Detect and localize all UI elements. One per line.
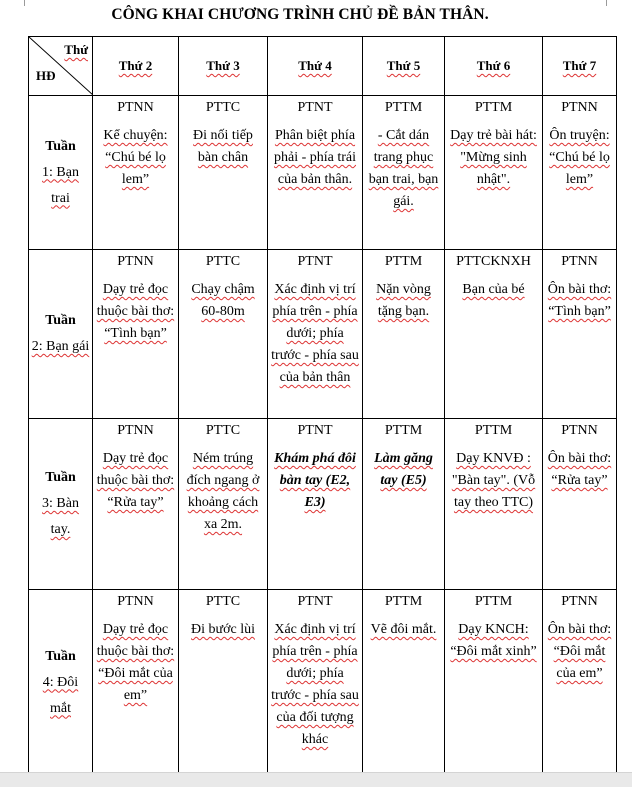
activity-text: Dạy KNCH: “Đôi mắt xinh” [450,622,537,659]
development-area: PTTC [205,100,241,115]
schedule-cell [93,419,179,590]
development-area: PTNN [117,423,154,438]
day-header: Thứ 6 [445,37,543,96]
page-title: CÔNG KHAI CHƯƠNG TRÌNH CHỦ ĐỀ BẢN THÂN. [111,6,489,23]
schedule-cell [543,590,617,776]
activity-text: Làm găng tay (E5) [374,451,433,488]
week-label: Tuần [45,313,76,328]
development-area: PTNN [561,100,598,115]
schedule-cell [268,96,363,250]
schedule-cell [445,419,543,590]
editor-status-bar [0,772,632,787]
header-row [29,37,617,96]
week-label: Tuần [45,138,76,154]
activity-text: - Cắt dán trang phục bạn trai, bạn gái. [368,128,439,209]
development-area: PTNN [561,594,598,609]
development-area: PTTM [474,423,513,438]
week-row [29,250,617,419]
schedule-cell [543,96,617,250]
schedule-cell [268,590,363,776]
activity-text: Ném trúng đích ngang ở khoảng cách xa 2m. [186,451,260,532]
week-row [29,96,617,250]
development-area: PTTM [474,100,513,115]
development-area: PTNT [297,423,333,438]
week-label-cell [29,590,93,776]
schedule-cell [363,419,445,590]
activity-text: Vẽ đôi mắt. [370,622,437,637]
schedule-cell [543,419,617,590]
development-area: PTNN [117,100,154,115]
schedule-cell [445,96,543,250]
activity-text: Phân biệt phía phải - phía trái của bản thân. [273,128,357,187]
development-area: PTTC [205,254,241,269]
development-area: PTNT [297,254,333,269]
schedule-cell [93,250,179,419]
development-area: PTNN [561,423,598,438]
schedule-cell [268,419,363,590]
activity-text: Ôn truyện: “Chú bé lọ lem” [549,128,610,187]
activity-text: Ôn bài thơ: “Rửa tay” [547,451,612,488]
schedule-cell [363,250,445,419]
week-label: Tuần [45,648,76,664]
week-label-cell [29,419,93,590]
schedule-cell [445,590,543,776]
week-topic: 3: Bàn tay. [42,496,79,537]
week-topic: 4: Đôi mắt [42,674,79,716]
week-topic: 1: Bạn trai [42,164,79,206]
activity-text: Bạn của bé [462,282,525,297]
activity-text: Dạy trẻ đọc thuộc bài thơ: “Tình bạn” [96,282,175,341]
development-area: PTNN [117,254,154,269]
margin-mark [606,0,607,6]
activity-text: Ôn bài thơ: “Tình bạn” [547,282,612,319]
schedule-table [28,36,617,776]
schedule-cell [179,96,268,250]
activity-text: Ôn bài thơ: “Đôi mắt của em” [547,622,612,681]
development-area: PTTM [384,100,423,115]
activity-text: Dạy KNVĐ : "Bàn tay". (Vỗ tay theo TTC) [451,451,536,510]
week-row [29,590,617,776]
development-area: PTTM [384,423,423,438]
week-topic: 2: Bạn gái [31,339,90,354]
schedule-cell [363,96,445,250]
schedule-cell [93,590,179,776]
corner-activity-label: HĐ [36,68,56,83]
activity-text: Đi bước lùi [191,622,255,637]
day-header: Thứ 2 [93,37,179,96]
development-area: PTTM [384,254,423,269]
development-area: PTTC [205,594,241,609]
development-area: PTTC [205,423,241,438]
corner-cell [29,37,93,96]
week-label: Tuần [45,470,76,485]
activity-text: Nặn vòng tặng bạn. [376,282,431,319]
schedule-cell [268,250,363,419]
schedule-cell [445,250,543,419]
activity-text: Xác định vị trí phía trên - phía dưới; phía trước - phía sau của đối tượng khác [271,622,359,747]
day-header: Thứ 5 [363,37,445,96]
development-area: PTNN [561,254,598,269]
development-area: PTTM [384,594,423,609]
activity-text: Khám phá đôi bàn tay (E2, E3) [274,451,356,510]
week-row [29,419,617,590]
development-area: PTNN [117,594,154,609]
day-header: Thứ 4 [268,37,363,96]
schedule-cell [179,419,268,590]
schedule-cell [363,590,445,776]
development-area: PTNT [297,100,333,115]
activity-text: Xác định vị trí phía trên - phía dưới; phía trước - phía sau của bản thân [271,282,359,385]
activity-text: Chạy chậm 60-80m [191,282,255,319]
schedule-cell [179,590,268,776]
activity-text: Dạy trẻ đọc thuộc bài thơ: “Đôi mắt của em” [96,622,175,703]
activity-text: Kể chuyện: “Chú bé lọ lem” [103,128,168,187]
corner-day-label: Thứ [64,42,88,57]
day-header: Thứ 7 [543,37,617,96]
schedule-cell [93,96,179,250]
activity-text: Dạy trẻ bài hát: "Mừng sinh nhật". [450,128,537,187]
development-area: PTTM [474,594,513,609]
week-label-cell [29,250,93,419]
activity-text: Dạy trẻ đọc thuộc bài thơ: “Rửa tay” [96,451,175,510]
day-header: Thứ 3 [179,37,268,96]
schedule-cell [543,250,617,419]
development-area: PTTCKNXH [456,254,531,269]
development-area: PTNT [297,594,333,609]
margin-mark [24,0,25,6]
week-label-cell [29,96,93,250]
activity-text: Đi nối tiếp bàn chân [193,128,253,165]
schedule-cell [179,250,268,419]
